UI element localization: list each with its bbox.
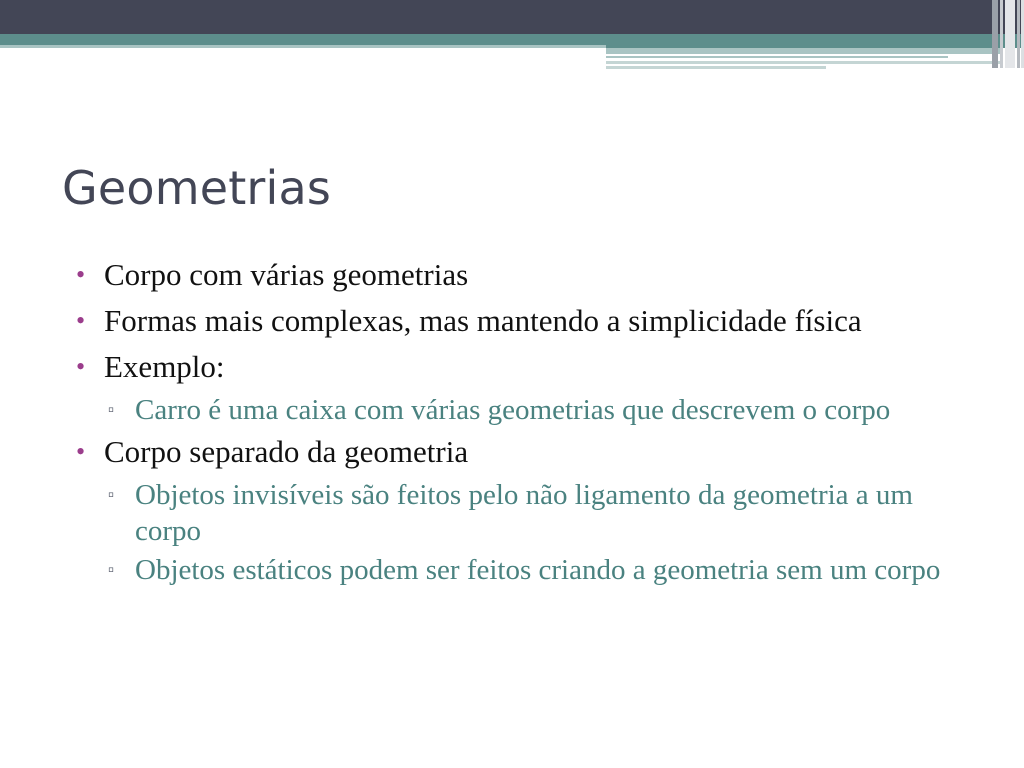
bullet-text: Corpo com várias geometrias	[104, 257, 469, 292]
header-vertical-stripe	[1005, 0, 1015, 68]
header-accent-line	[0, 45, 606, 48]
bullet-square-icon: ▫	[108, 560, 115, 579]
sub-bullet-text: Objetos invisíveis são feitos pelo não ligamento da geometria a um corpo	[135, 479, 913, 547]
bullet-item	[76, 348, 976, 385]
header-step-band	[606, 48, 1000, 54]
bullet-text: Exemplo:	[104, 349, 225, 384]
sub-bullet-item	[108, 477, 976, 549]
header-step-line	[606, 56, 948, 58]
bullet-square-icon: ▫	[108, 400, 115, 419]
bullet-item	[76, 256, 976, 293]
header-bar	[0, 0, 1024, 34]
slide-title: Geometrias	[62, 161, 332, 215]
slide-body	[76, 256, 976, 593]
bullet-square-icon: ▫	[108, 485, 115, 504]
header-vertical-stripe	[1000, 0, 1003, 68]
sub-bullet-item	[108, 392, 976, 428]
header-step-band-tertiary	[606, 66, 826, 69]
bullet-dot-icon: •	[76, 260, 86, 289]
bullet-item	[76, 433, 976, 470]
header-vertical-stripe	[992, 0, 998, 68]
sub-bullet-text: Objetos estáticos podem ser feitos criando a geometria sem um corpo	[135, 554, 941, 586]
bullet-item	[76, 302, 976, 339]
bullet-dot-icon: •	[76, 437, 86, 466]
bullet-text: Corpo separado da geometria	[104, 434, 469, 469]
header-step-band-secondary	[606, 61, 1000, 64]
sub-bullet-item	[108, 552, 976, 588]
bullet-dot-icon: •	[76, 306, 86, 335]
header-vertical-stripe	[1017, 0, 1020, 68]
bullet-dot-icon: •	[76, 352, 86, 381]
bullet-text: Formas mais complexas, mas mantendo a simplicidade física	[104, 303, 862, 338]
sub-bullet-text: Carro é uma caixa com várias geometrias que descrevem o corpo	[135, 394, 891, 426]
